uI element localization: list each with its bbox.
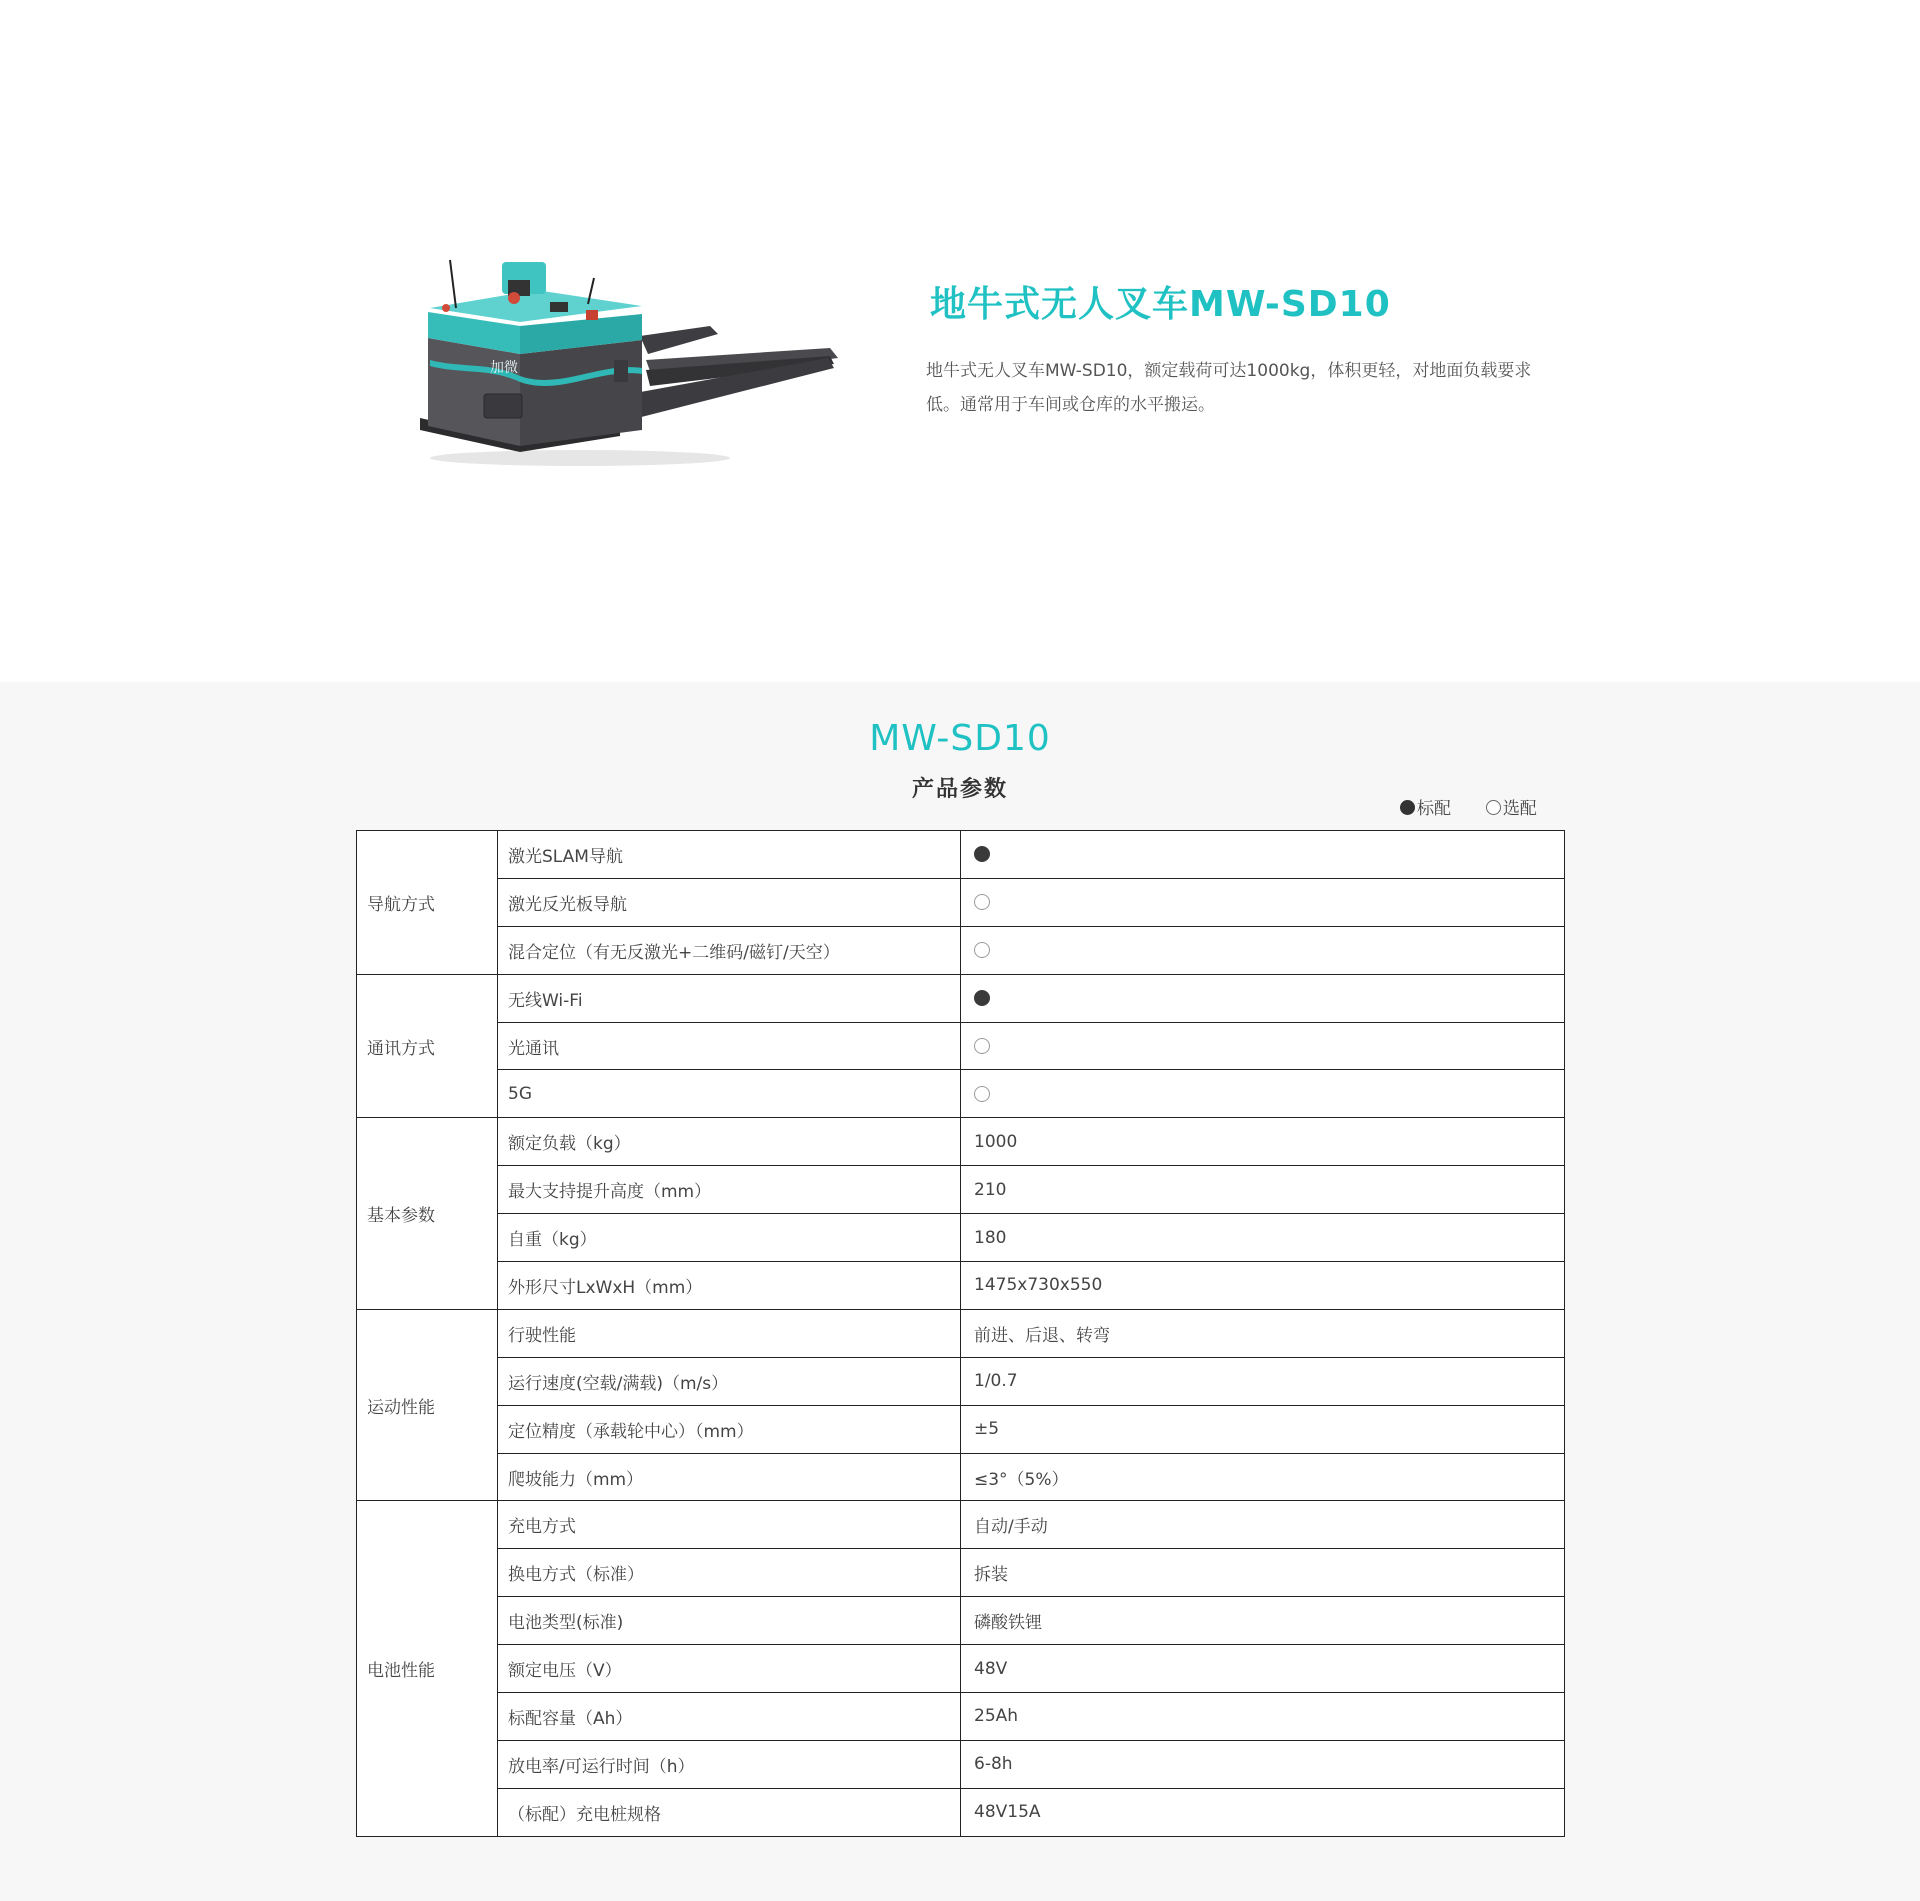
param-value-cell bbox=[961, 1022, 1565, 1070]
empty-circle-icon bbox=[974, 942, 990, 958]
empty-circle-icon bbox=[974, 1086, 990, 1102]
param-value-cell: 48V15A bbox=[961, 1788, 1565, 1836]
param-name-cell: 激光SLAM导航 bbox=[498, 831, 961, 879]
table-row bbox=[357, 1357, 1565, 1405]
param-name-cell: 定位精度（承载轮中心）（mm） bbox=[498, 1405, 961, 1453]
param-value-cell: 1/0.7 bbox=[961, 1357, 1565, 1405]
param-name-cell: 无线Wi-Fi bbox=[498, 974, 961, 1022]
param-value-cell: 180 bbox=[961, 1214, 1565, 1262]
param-name-cell: （标配）充电桩规格 bbox=[498, 1788, 961, 1836]
param-value-cell bbox=[961, 1070, 1565, 1118]
param-value-cell: 自动/手动 bbox=[961, 1501, 1565, 1549]
spec-subtitle: 产品参数 bbox=[911, 777, 1008, 802]
param-name-cell: 混合定位（有无反激光+二维码/磁钉/天空） bbox=[498, 926, 961, 974]
param-value-cell: 48V bbox=[961, 1645, 1565, 1693]
param-name-cell: 爬坡能力（mm） bbox=[498, 1453, 961, 1501]
product-description: 地牛式无人叉车MW-SD10，额定载荷可达1000kg，体积更轻，对地面负载要求低。通常用于车间或仓库的水平搬运。 bbox=[926, 361, 1532, 415]
param-name-cell: 标配容量（Ah） bbox=[498, 1693, 961, 1741]
spec-section bbox=[0, 682, 1920, 1901]
param-name-cell: 运行速度(空载/满载)（m/s） bbox=[498, 1357, 961, 1405]
table-row bbox=[357, 1405, 1565, 1453]
table-row bbox=[357, 831, 1565, 879]
table-row bbox=[357, 1166, 1565, 1214]
table-row bbox=[357, 1118, 1565, 1166]
table-row bbox=[357, 974, 1565, 1022]
param-name-cell: 外形尺寸LxWxH（mm） bbox=[498, 1262, 961, 1310]
param-name-cell: 额定电压（V） bbox=[498, 1645, 961, 1693]
legend-optional: 选配 bbox=[1502, 799, 1537, 819]
param-name-cell: 5G bbox=[498, 1070, 961, 1118]
filled-circle-icon bbox=[974, 846, 990, 862]
table-row bbox=[357, 1788, 1565, 1836]
svg-text:加微: 加微 bbox=[490, 360, 518, 376]
param-name-cell: 最大支持提升高度（mm） bbox=[498, 1166, 961, 1214]
table-row bbox=[357, 1022, 1565, 1070]
param-value-cell: 6-8h bbox=[961, 1740, 1565, 1788]
param-value-cell bbox=[961, 926, 1565, 974]
table-row bbox=[357, 1693, 1565, 1741]
table-row bbox=[357, 926, 1565, 974]
empty-circle-icon bbox=[1486, 800, 1501, 815]
param-value-cell: ≤3°（5%） bbox=[961, 1453, 1565, 1501]
filled-circle-icon bbox=[974, 990, 990, 1006]
table-row bbox=[357, 1262, 1565, 1310]
table-row bbox=[357, 1549, 1565, 1597]
param-name-cell: 自重（kg） bbox=[498, 1214, 961, 1262]
empty-circle-icon bbox=[974, 894, 990, 910]
table-row bbox=[357, 1214, 1565, 1262]
category-cell: 电池性能 bbox=[357, 1501, 498, 1836]
param-name-cell: 电池类型(标准) bbox=[498, 1597, 961, 1645]
category-cell: 通讯方式 bbox=[357, 974, 498, 1118]
param-value-cell bbox=[961, 831, 1565, 879]
param-value-cell: 210 bbox=[961, 1166, 1565, 1214]
table-row bbox=[357, 1740, 1565, 1788]
table-row bbox=[357, 1501, 1565, 1549]
param-value-cell: 磷酸铁锂 bbox=[961, 1597, 1565, 1645]
category-cell: 基本参数 bbox=[357, 1118, 498, 1310]
filled-circle-icon bbox=[1400, 800, 1415, 815]
forklift-product-image bbox=[410, 250, 850, 470]
table-row bbox=[357, 1597, 1565, 1645]
category-cell: 导航方式 bbox=[357, 831, 498, 975]
category-cell: 运动性能 bbox=[357, 1309, 498, 1501]
spec-model-title: MW-SD10 bbox=[869, 718, 1051, 759]
param-value-cell: 拆装 bbox=[961, 1549, 1565, 1597]
empty-circle-icon bbox=[974, 1038, 990, 1054]
legend bbox=[1400, 794, 1537, 819]
param-value-cell: 1000 bbox=[961, 1118, 1565, 1166]
product-title: 地牛式无人叉车MW-SD10 bbox=[930, 284, 1391, 325]
param-name-cell: 激光反光板导航 bbox=[498, 878, 961, 926]
param-name-cell: 额定负载（kg） bbox=[498, 1118, 961, 1166]
param-value-cell: 25Ah bbox=[961, 1693, 1565, 1741]
table-row bbox=[357, 1070, 1565, 1118]
spec-table bbox=[356, 830, 1565, 1837]
legend-standard: 标配 bbox=[1417, 799, 1451, 819]
table-row bbox=[357, 878, 1565, 926]
param-name-cell: 放电率/可运行时间（h） bbox=[498, 1740, 961, 1788]
param-name-cell: 行驶性能 bbox=[498, 1309, 961, 1357]
product-hero bbox=[0, 0, 1920, 682]
param-name-cell: 换电方式（标准） bbox=[498, 1549, 961, 1597]
param-value-cell: 1475x730x550 bbox=[961, 1262, 1565, 1310]
param-name-cell: 光通讯 bbox=[498, 1022, 961, 1070]
param-value-cell: ±5 bbox=[961, 1405, 1565, 1453]
table-row bbox=[357, 1453, 1565, 1501]
table-row bbox=[357, 1309, 1565, 1357]
param-name-cell: 充电方式 bbox=[498, 1501, 961, 1549]
param-value-cell bbox=[961, 974, 1565, 1022]
param-value-cell: 前进、后退、转弯 bbox=[961, 1309, 1565, 1357]
table-row bbox=[357, 1645, 1565, 1693]
param-value-cell bbox=[961, 878, 1565, 926]
